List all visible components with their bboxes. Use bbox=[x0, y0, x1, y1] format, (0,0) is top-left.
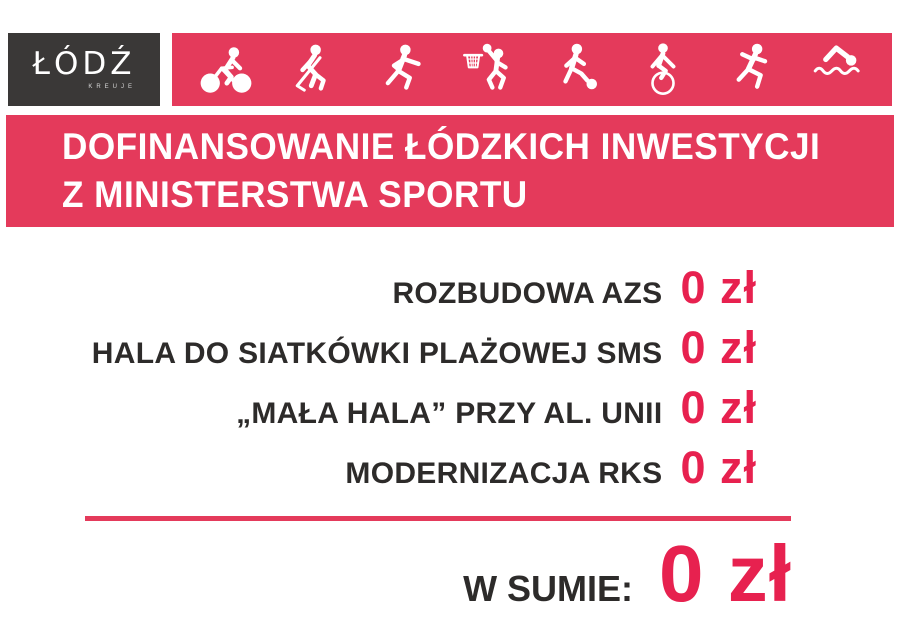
soccer-icon bbox=[548, 42, 604, 98]
hockey-icon bbox=[285, 42, 341, 98]
investment-value: 0 zł bbox=[680, 382, 757, 433]
sport-icons-band bbox=[172, 33, 892, 106]
mountain-biking-icon bbox=[635, 42, 691, 98]
title-line-2: Z MINISTERSTWA SPORTU bbox=[62, 174, 528, 215]
investment-value: 0 zł bbox=[680, 442, 757, 493]
title-line-1: DOFINANSOWANIE ŁÓDZKICH INWESTYCJI bbox=[62, 125, 821, 167]
investment-list bbox=[0, 262, 757, 502]
investment-label: MODERNIZACJA RKS bbox=[345, 457, 663, 490]
investment-label: ROZBUDOWA AZS bbox=[392, 277, 663, 310]
total-label: W SUMIE: bbox=[463, 568, 634, 609]
cycling-icon bbox=[198, 42, 254, 98]
title-band bbox=[6, 115, 894, 227]
lodz-logo bbox=[8, 33, 160, 106]
total-row bbox=[463, 528, 792, 620]
list-item bbox=[0, 262, 757, 322]
list-item bbox=[0, 382, 757, 442]
investment-value: 0 zł bbox=[680, 322, 757, 373]
investment-label: „MAŁA HALA” PRZY AL. UNII bbox=[236, 397, 663, 430]
swimming-icon bbox=[810, 42, 866, 98]
handball-icon bbox=[373, 42, 429, 98]
top-bar bbox=[8, 33, 892, 106]
list-item bbox=[0, 322, 757, 382]
basketball-icon bbox=[460, 42, 516, 98]
total-value: 0 zł bbox=[659, 529, 792, 618]
divider bbox=[85, 516, 791, 521]
logo-title: ŁÓDŹ bbox=[32, 46, 136, 82]
running-icon bbox=[723, 42, 779, 98]
logo-subtitle: KREUJE bbox=[88, 84, 136, 90]
list-item bbox=[0, 442, 757, 502]
investment-value: 0 zł bbox=[680, 262, 757, 313]
investment-label: HALA DO SIATKÓWKI PLAŻOWEJ SMS bbox=[91, 337, 663, 370]
